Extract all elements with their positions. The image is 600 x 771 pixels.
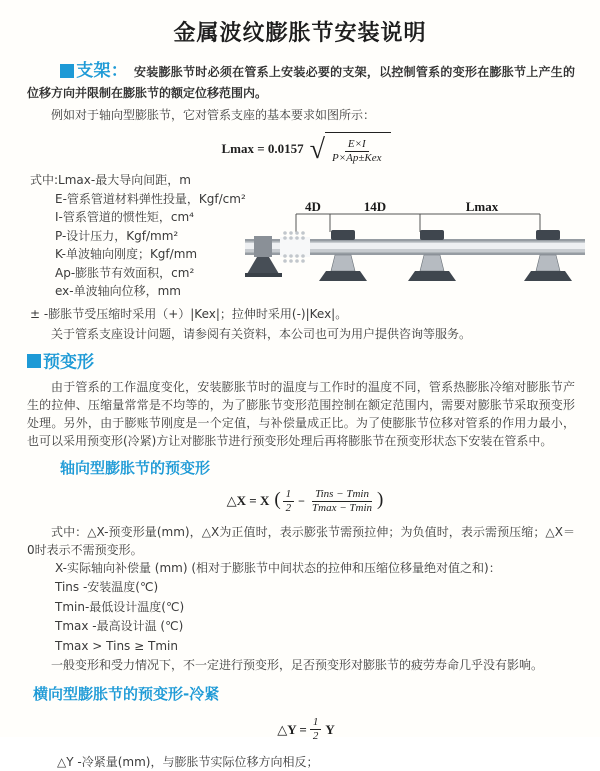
lmax-formula-numerator: E×I <box>345 138 369 152</box>
definition-line: ex-单波轴向位移，mm <box>55 284 181 298</box>
dim-label-4d: 4D <box>305 199 321 214</box>
axial-formula <box>27 488 585 515</box>
axial-subheading: 轴向型膨胀节的预变形 <box>60 458 211 477</box>
lmax-formula-lhs: Lmax = 0.0157 <box>221 140 304 156</box>
dim-label-lmax: Lmax <box>465 199 499 214</box>
lateral-formula-rhs: Y <box>325 721 335 737</box>
axial-note-tmin: Tmin-最低设计温度(℃) <box>55 599 185 614</box>
section-marker-icon <box>27 354 41 368</box>
section-marker-icon <box>60 64 74 78</box>
page-title: 金属波纹膨胀节安装说明 <box>173 21 427 46</box>
fraction-denominator: 2 <box>285 501 292 514</box>
lateral-formula <box>27 716 585 743</box>
lmax-formula-fraction <box>329 138 385 165</box>
axial-note-deltax: 式中：△X-预变形量(mm)，△X为正值时，表示膨张节需预拉伸；为负值时，表示需预压缩；△X＝0时表示不需预变形。 <box>27 524 575 557</box>
one-half-fraction <box>283 488 295 515</box>
fraction-denominator: 2 <box>312 730 319 742</box>
predeform-body-paragraph: 由于管系的工作温度变化，安装膨胀节时的温度与工作时的温度不同，管系热膨胀冷缩对膨胀节产生的拉伸、压缩量常常是不均等的，为了膨胀节变形范围控制在额定范围内，需要对膨胀节采取预变形处理。另外，由于膨账节刚度是一个定值，与补偿量成正比。为了使膨胀节位移对管系的作用力最小，也可以采用预变形(冷紧)方让对膨胀节进行预变形处理后再将膨胀节在预变形状态下安装在管系中。 <box>27 379 575 448</box>
axial-note-general: 一般变形和受力情况下，不一定进行预变形，足否预变形对膨胀节的疲劳寿命几乎没有影响。 <box>51 658 544 672</box>
plus-minus-note: ± -膨胀节受压缩时采用（+）|Kex|；拉伸时采用(-)|Kex|。 <box>30 307 348 321</box>
fraction-numerator: Tins − Tmin <box>312 488 372 502</box>
fraction-numerator: 1 <box>283 488 295 502</box>
lateral-subheading: 横向型膨胀节的预变形-冷紧 <box>33 685 220 703</box>
axial-note-inequality: Tmax > Tins ≥ Tmin <box>55 638 178 653</box>
definition-line: K-单波轴向刚度；Kgf/mm <box>55 247 198 261</box>
predeform-section-heading: 预变形 <box>43 352 94 373</box>
left-paren: ( <box>274 489 281 510</box>
axial-formula-lhs: △X = X <box>226 493 270 508</box>
pipe-support-spacing-diagram <box>245 201 585 296</box>
lmax-formula <box>27 132 585 165</box>
right-paren: ) <box>377 489 384 510</box>
service-note: 关于管系支座设计问题，请参阅有关资料，本公司也可为用户提供咨询等服务。 <box>51 327 472 341</box>
fraction-denominator: Tmax − Tmin <box>312 501 372 514</box>
definition-line: E-管系管道材料弹性投量，Kgf/cm² <box>55 191 246 206</box>
dim-label-14d: 14D <box>363 199 387 214</box>
axial-note-tins: Tins -安装温度(℃) <box>55 580 159 594</box>
guide-support <box>408 230 456 281</box>
temperature-fraction <box>309 488 375 515</box>
definition-line: P-设计压力，Kgf/mm² <box>55 228 179 243</box>
lmax-formula-under-root <box>325 132 391 165</box>
formula-variable-definitions <box>27 171 585 303</box>
guide-support <box>319 230 367 281</box>
axial-note-x: X-实际轴向补偿量 (mm) (相对于膨胀节中间状态的拉伸和压缩位移量绝对值之和)： <box>55 560 501 575</box>
lateral-note: △Y -冷紧量(mm)，与膨胀节实际位移方向相反； <box>57 755 319 769</box>
pipe-diagram-svg <box>245 201 585 296</box>
axial-note-tmax: Tmax -最高设计温 (℃) <box>55 619 184 633</box>
support-intro-text: 安装膨胀节时必须在管系上安装必要的支架，以控制管系的变形在膨胀节上产生的位移方向并限制在膨胀节的额定位移范围内。 <box>27 65 575 100</box>
lateral-formula-lhs: △Y = <box>277 721 307 737</box>
guide-support <box>524 230 572 281</box>
predeform-section-heading-row <box>27 351 585 374</box>
support-section-heading: 支架： <box>76 61 129 81</box>
support-section-paragraph <box>27 61 575 104</box>
lmax-formula-denominator: P×Ap±Kex <box>332 152 382 164</box>
definition-line: Ap-膨胀节有效面积，cm² <box>55 265 195 280</box>
one-half-fraction <box>310 716 322 743</box>
support-example-line: 例如对于轴向型膨胀节，它对管系支座的基本要求如图所示： <box>51 108 376 122</box>
definition-line: 式中:Lmax-最大导向间距，m <box>30 173 191 187</box>
minus-operator: − <box>298 493 306 508</box>
sqrt-radical-icon: √ <box>309 133 326 165</box>
bellows-icon <box>280 231 310 263</box>
definition-line: I-管系管道的惯性矩，cm⁴ <box>55 210 194 224</box>
fraction-numerator: 1 <box>310 716 322 730</box>
